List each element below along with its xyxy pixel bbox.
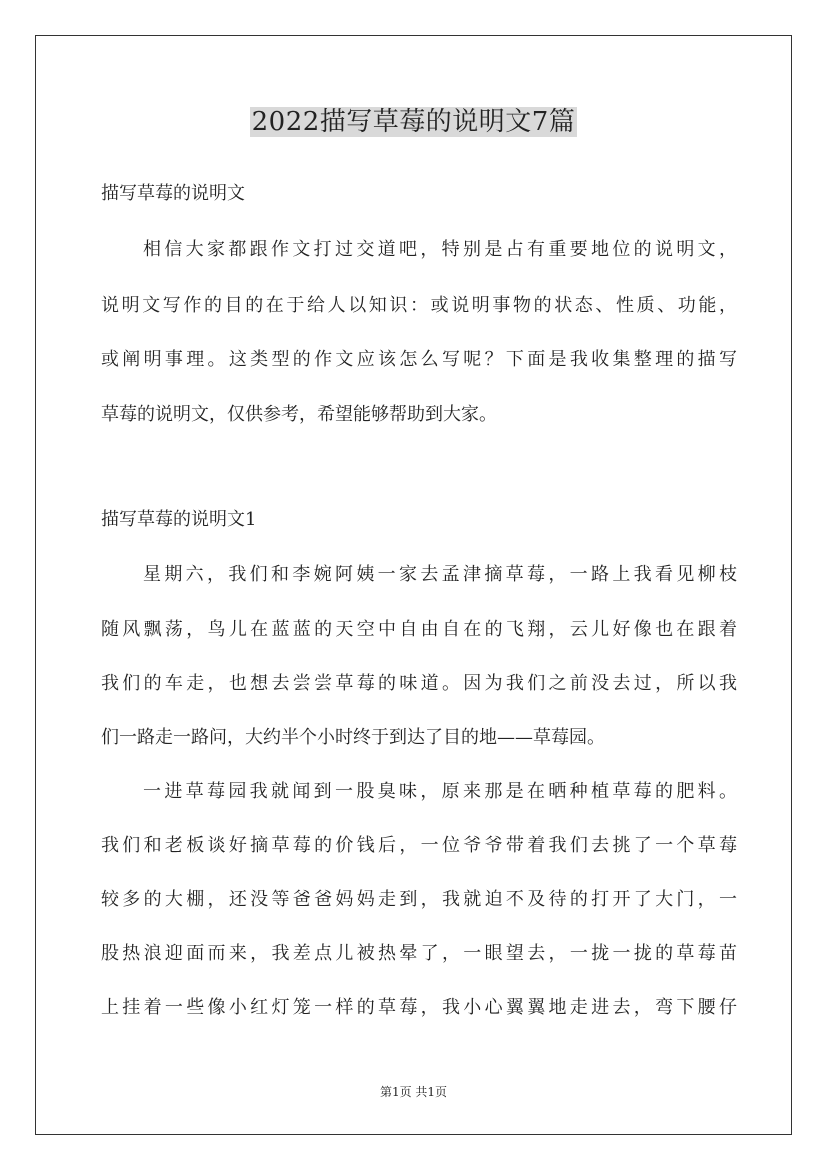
paragraph-line: 星期六，我们和李婉阿姨一家去孟津摘草莓，一路上我看见柳枝 <box>143 564 737 585</box>
document-title-text: 2022描写草莓的说明文7篇 <box>251 107 576 137</box>
paragraph-line: 我们的车走，也想去尝尝草莓的味道。因为我们之前没去过，所以我 <box>101 673 737 694</box>
paragraph-line: 我们和老板谈好摘草莓的价钱后，一位爷爷带着我们去挑了一个草莓 <box>101 835 737 856</box>
paragraph-line: 草莓的说明文，仅供参考，希望能够帮助到大家。 <box>101 404 497 425</box>
paragraph-line: 一进草莓园我就闻到一股臭味，原来那是在晒种植草莓的肥料。 <box>143 781 737 802</box>
document-title <box>0 100 827 144</box>
paragraph-line: 们一路走一路问，大约半个小时终于到达了目的地——草莓园。 <box>101 727 605 748</box>
intro-heading: 描写草莓的说明文 <box>101 183 245 204</box>
paragraph-line: 上挂着一些像小红灯笼一样的草莓，我小心翼翼地走进去，弯下腰仔 <box>101 997 737 1018</box>
paragraph-line: 较多的大棚，还没等爸爸妈妈走到，我就迫不及待的打开了大门，一 <box>101 889 737 910</box>
paragraph-line: 说明文写作的目的在于给人以知识：或说明事物的状态、性质、功能， <box>101 295 737 316</box>
paragraph-line: 相信大家都跟作文打过交道吧，特别是占有重要地位的说明文， <box>143 239 737 260</box>
paragraph-line: 股热浪迎面而来，我差点儿被热晕了，一眼望去，一拢一拢的草莓苗 <box>101 943 737 964</box>
page-footer: 第1页 共1页 <box>379 1085 448 1099</box>
paragraph-line: 随风飘荡，鸟儿在蓝蓝的天空中自由自在的飞翔，云儿好像也在跟着 <box>101 619 737 640</box>
paragraph-line: 或阐明事理。这类型的作文应该怎么写呢？下面是我收集整理的描写 <box>101 349 737 370</box>
section-heading: 描写草莓的说明文1 <box>101 509 257 530</box>
